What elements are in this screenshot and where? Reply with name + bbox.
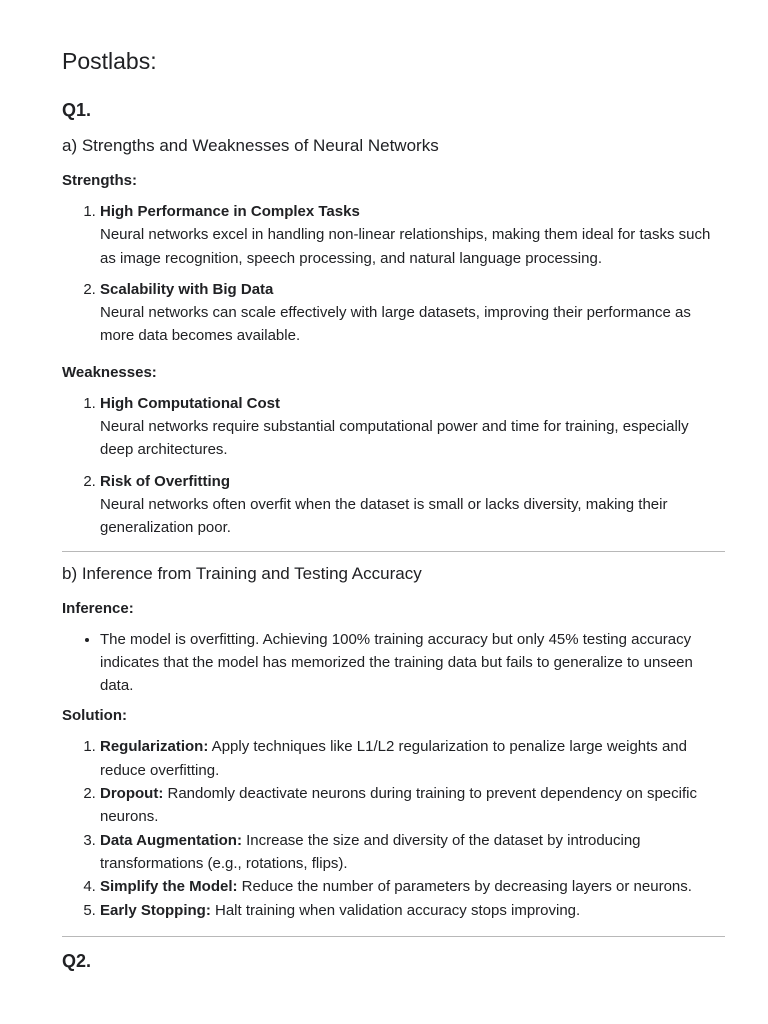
document-page — [62, 46, 725, 985]
solution-list — [62, 735, 725, 921]
list-item: • The model is overfitting. Achieving 100% training accuracy but only 45% testing accuracy indicates that the model has memorized the training data but fails to generalize to unseen data. — [100, 628, 725, 698]
section-divider — [62, 936, 725, 937]
page-title: Postlabs: — [62, 48, 157, 74]
list-item — [100, 470, 725, 540]
list-item — [100, 200, 725, 270]
item-description: Apply techniques like L1/L2 regularization to penalize large weights and reduce overfitting. — [100, 738, 687, 779]
list-item — [100, 829, 725, 876]
weaknesses-list — [62, 392, 725, 540]
item-title: Dropout: — [100, 785, 164, 803]
list-item — [100, 782, 725, 829]
item-title: Data Augmentation: — [100, 831, 242, 849]
item-description: Neural networks often overfit when the dataset is small or lacks diversity, making their generalization poor. — [100, 495, 668, 537]
item-description: Neural networks require substantial computational power and time for training, especially deep architectures. — [100, 418, 689, 459]
item-title: 2. Scalability with Big Data — [100, 280, 274, 298]
item-title: 1. High Performance in Complex Tasks — [100, 203, 360, 220]
list-item — [100, 735, 725, 782]
question-heading-q1: Q1. — [62, 100, 92, 120]
item-description: Halt training when validation accuracy stops improving. — [210, 901, 581, 919]
item-title: Regularization: — [100, 738, 209, 756]
item-description: Increase the size and diversity of the dataset by introducing transformations (e.g., rotations, flips). — [100, 831, 641, 872]
item-description: Neural networks excel in handling non-linear relationships, making them ideal for tasks such as image recognition, speech processing, and natural language processing. — [100, 226, 711, 267]
strengths-list — [62, 200, 725, 348]
question-heading-q2: Q2. — [62, 950, 92, 971]
inference-list — [62, 628, 725, 698]
section-heading-part-b: b) Inference from Training and Testing Accuracy — [62, 563, 422, 583]
list-item — [100, 875, 725, 898]
item-title: 2. Risk of Overfitting — [100, 472, 231, 490]
inference-label: Inference: — [62, 599, 134, 617]
list-item — [100, 392, 725, 462]
section-heading-part-a: a) Strengths and Weaknesses of Neural Networks — [62, 136, 439, 155]
item-description: Randomly deactivate neurons during training to prevent dependency on specific neurons. — [100, 785, 697, 826]
list-item — [100, 278, 725, 348]
strengths-label: Strengths: — [62, 172, 137, 189]
section-divider — [62, 551, 725, 552]
list-item — [100, 899, 725, 922]
weaknesses-label: Weaknesses: — [62, 363, 157, 381]
item-title: Early Stopping: — [100, 901, 211, 919]
item-description: Neural networks can scale effectively with large datasets, improving their performance as more data becomes available. — [100, 304, 691, 345]
item-title: 1. High Computational Cost — [100, 394, 280, 412]
item-description: Reduce the number of parameters by decreasing layers or neurons. — [237, 878, 692, 896]
solution-label: Solution: — [62, 707, 127, 725]
item-title: Simplify the Model: — [100, 878, 238, 896]
